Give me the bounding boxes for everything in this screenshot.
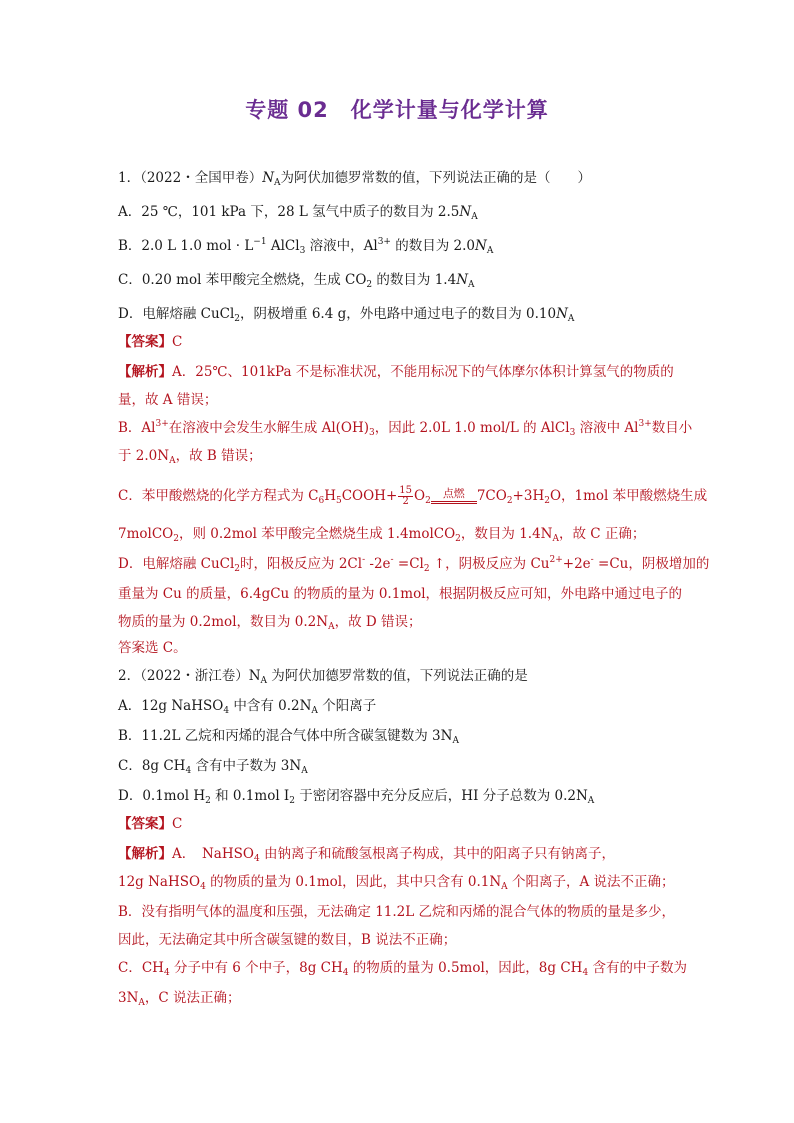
- q2-analysis-c-line1: C．$CH_4$ 分子中有 6 个中子，8g $CH_4$ 的物质的量为 0.5mol，因此，8g $CH_4$ 含有的中子数为: [118, 960, 687, 978]
- q1-analysis-d-line3: 物质的量为 0.2mol，数目为 $0.2N_A$，故 D 错误；: [118, 614, 422, 632]
- q1-analysis-c-line1: C．苯甲酸燃烧的化学方程式为 $C_6H_5COOH+$ $\frac{15}{2}$ $O_2$ 点燃 $7CO_2+3H_2O$，1mol 苯甲酸燃烧生成: [118, 485, 708, 507]
- q1-analysis-b-line2: 于 $2.0N_A$，故 B 错误；: [118, 448, 262, 466]
- q1-answer: 【答案】C: [118, 334, 183, 350]
- q1-analysis-d-line1: D．电解熔融 CuCl$_2$时，阳极反应为 2Cl- $-2e^- =Cl_2$ ↑，阴极反应为 $Cu^{2+}+2e^- =Cu$，阴极增加的: [118, 555, 710, 574]
- q2-analysis-a-line2: 12g NaHSO$_4$ 的物质的量为 0.1mol，因此，其中只含有 $0.1N_A$ 个阳离子，A 说法不正确；: [118, 874, 675, 892]
- q2-option-d: D．0.1mol $H_2$ 和 0.1mol $I_2$ 于密闭容器中充分反应后，HI 分子总数为 $0.2N_A$: [118, 788, 595, 806]
- q2-analysis-c-line2: $3N_A$，C 说法正确；: [118, 990, 241, 1008]
- q2-option-c: C．8g $CH_4$ 含有中子数为 $3N_A$: [118, 758, 308, 776]
- q1-analysis-a-line2: 量，故 A 错误；: [118, 392, 218, 408]
- q1-stem: 1．（2022・全国甲卷）$N_A$为阿伏加德罗常数的值，下列说法正确的是（ ）: [118, 170, 592, 188]
- q1-option-c: C．0.20 mol 苯甲酸完全燃烧，生成 $CO_2$ 的数目为 $1.4N_A$: [118, 272, 475, 290]
- q1-analysis-c-line2: 7molCO$_2$，则 0.2mol 苯甲酸完全燃烧生成 1.4molCO$_2$，数目为 $1.4N_A$，故 C 正确；: [118, 526, 646, 544]
- fraction-15-over-2: $\frac{15}{2}$: [399, 485, 412, 507]
- q1-option-d: D．电解熔融 CuCl$_2$，阴极增重 6.4 g，外电路中通过电子的数目为 $0.10N_A$: [118, 306, 575, 324]
- q2-option-a: A．12g NaHSO$_4$ 中含有 $0.2N_A$ 个阳离子: [118, 698, 377, 716]
- q2-option-b: B．11.2L 乙烷和丙烯的混合气体中所含碳氢键数为 $3N_A$: [118, 728, 459, 746]
- q1-analysis-d-line2: 重量为 Cu 的质量，6.4gCu 的物质的量为 0.1mol，根据阴极反应可知，外电路中通过电子的: [118, 586, 683, 602]
- reaction-arrow: 点燃: [431, 488, 477, 504]
- q1-option-b: B．2.0 L 1.0 mol · $L^{-1}$ AlCl$_3$ 溶液中，$Al^{3+}$ 的数目为 $2.0N_A$: [118, 237, 494, 256]
- q1-option-a: A．25 ℃，101 kPa 下，28 L 氢气中质子的数目为 $2.5N_A$: [118, 204, 478, 222]
- q2-analysis-b-line1: B．没有指明气体的温度和压强，无法确定 11.2L 乙烷和丙烯的混合气体的物质的量是多少，: [118, 904, 676, 920]
- page-title: 专题 02 化学计量与化学计算: [245, 98, 549, 122]
- q2-answer: 【答案】C: [118, 816, 183, 832]
- q1-analysis-a-line1: 【解析】A．25℃、101kPa 不是标准状况，不能用标况下的气体摩尔体积计算氢气的物质的: [118, 364, 674, 380]
- q2-stem: 2．（2022・浙江卷）$N_A$ 为阿伏加德罗常数的值，下列说法正确的是: [118, 668, 528, 686]
- q2-analysis-b-line2: 因此，无法确定其中所含碳氢键的数目，B 说法不正确；: [118, 932, 457, 948]
- q1-analysis-b-line1: B．$Al^{3+}$在溶液中会发生水解生成 $Al(OH)_3$，因此 2.0L 1.0 mol/L 的 AlCl$_3$ 溶液中 $Al^{3+}$数目小: [118, 419, 693, 438]
- q2-analysis-a-line1: 【解析】A． NaHSO$_4$ 由钠离子和硫酸氢根离子构成，其中的阳离子只有钠离子，: [118, 846, 615, 864]
- q1-conclusion: 答案选 C。: [118, 640, 187, 656]
